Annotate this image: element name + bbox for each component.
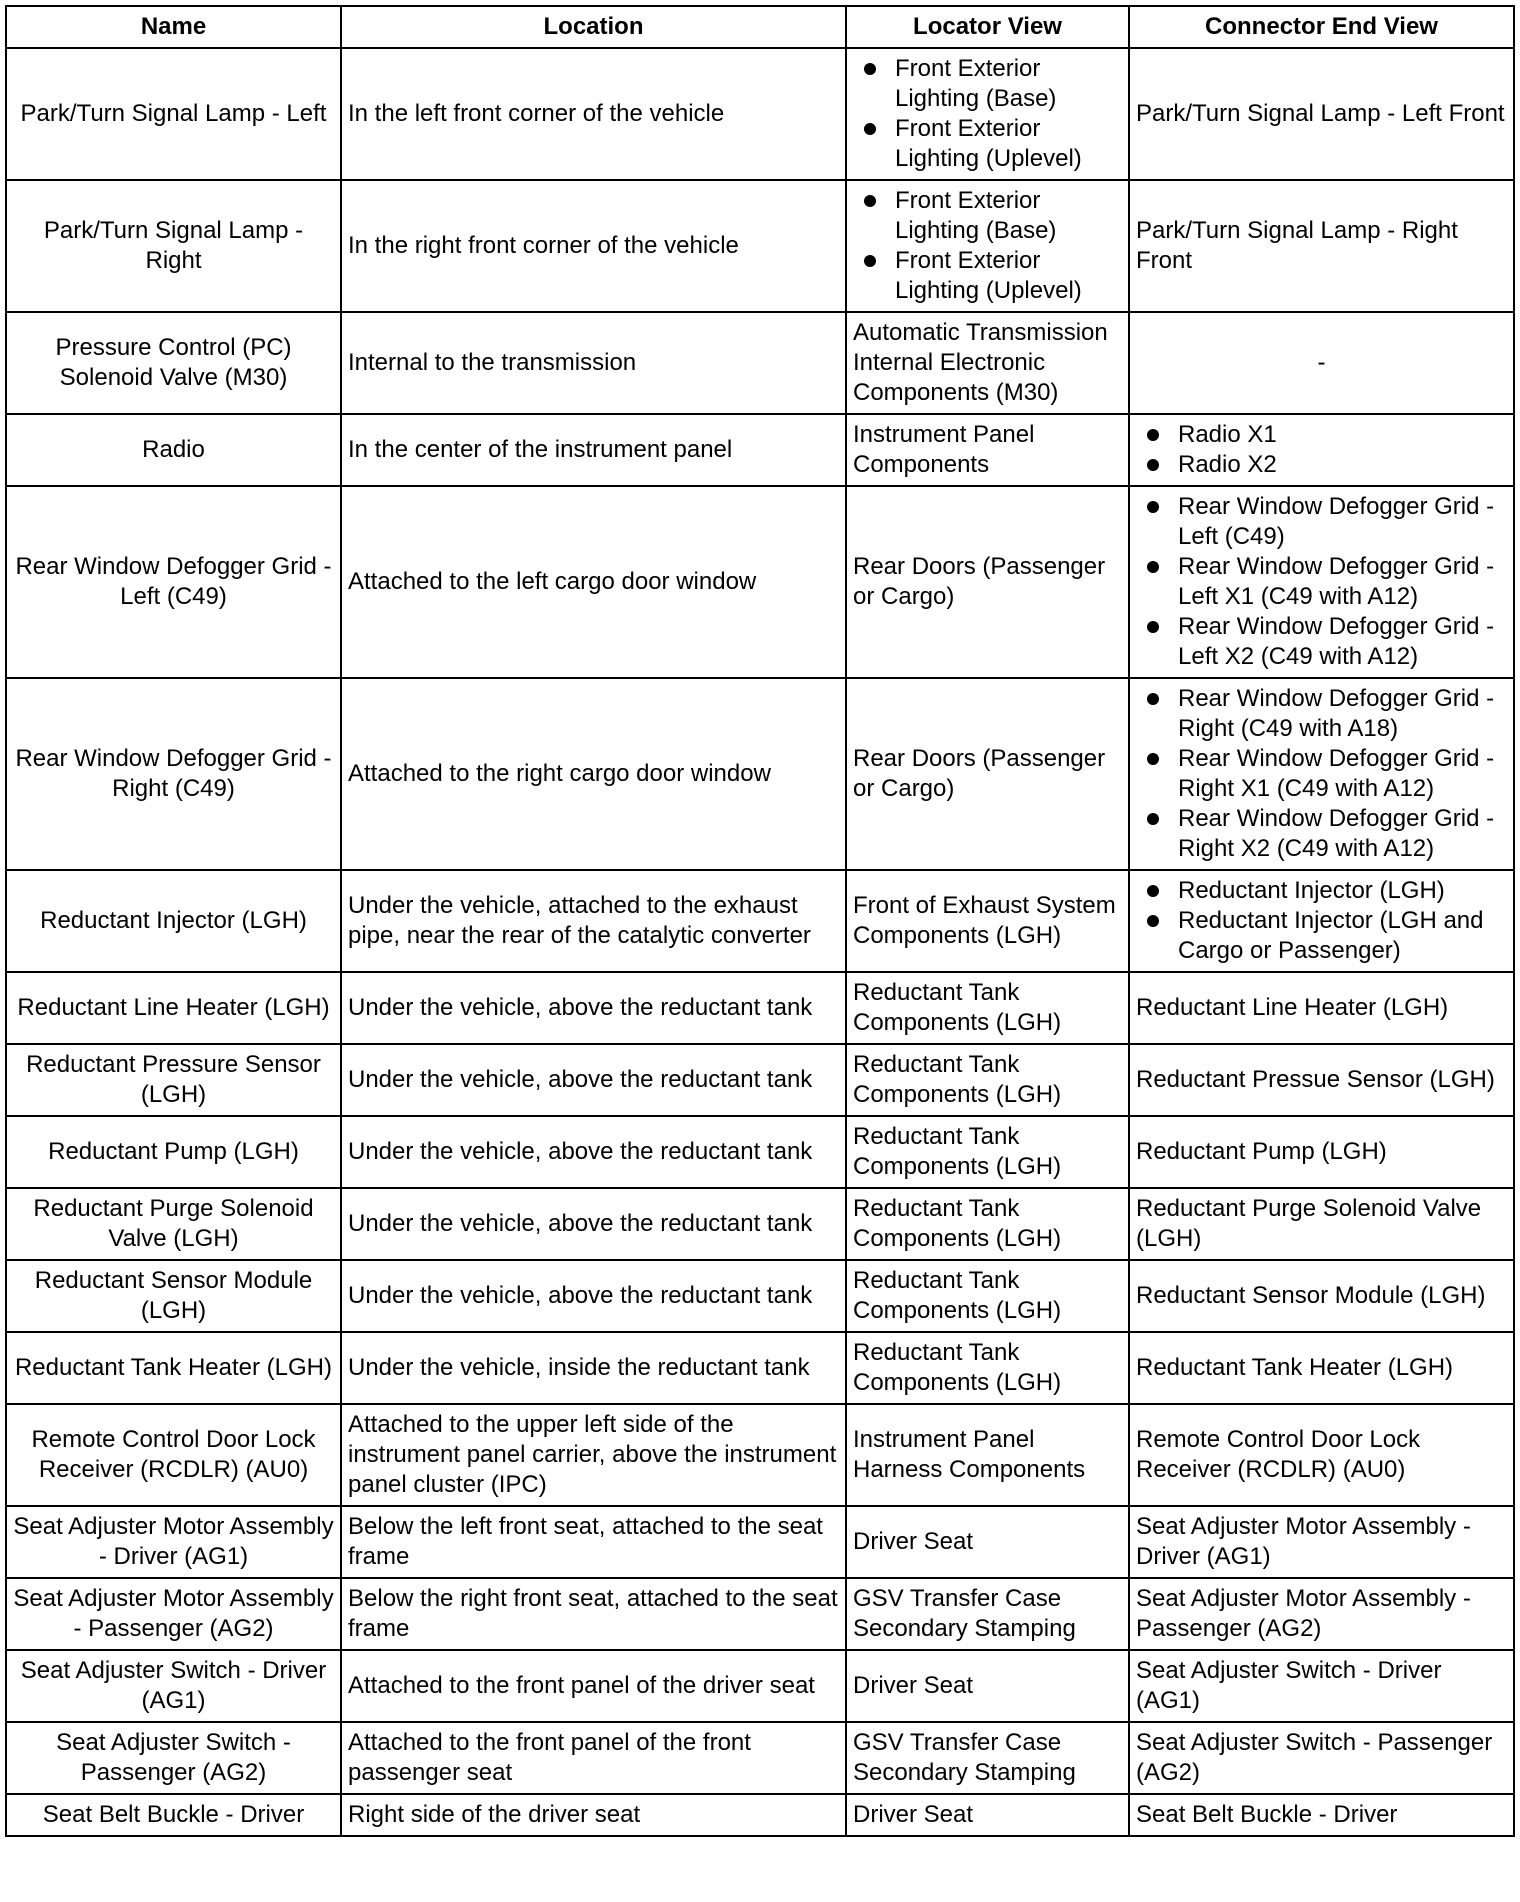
connector-end-view-cell xyxy=(1129,486,1514,678)
locator-view-cell: Reductant Tank Components (LGH) xyxy=(846,1116,1129,1188)
locator-view-cell: Driver Seat xyxy=(846,1794,1129,1836)
name-cell: Rear Window Defogger Grid - Right (C49) xyxy=(6,678,341,870)
locator-view-cell: Instrument Panel Components xyxy=(846,414,1129,486)
location-cell: Attached to the front panel of the driver seat xyxy=(341,1650,846,1722)
locator-view-cell: Rear Doors (Passenger or Cargo) xyxy=(846,486,1129,678)
table-row xyxy=(6,48,1514,180)
table-row xyxy=(6,1332,1514,1404)
name-cell: Seat Adjuster Motor Assembly - Driver (AG1) xyxy=(6,1506,341,1578)
location-cell: Below the left front seat, attached to the seat frame xyxy=(341,1506,846,1578)
location-cell: Attached to the left cargo door window xyxy=(341,486,846,678)
connector-end-view-cell: Remote Control Door Lock Receiver (RCDLR) (AU0) xyxy=(1129,1404,1514,1506)
name-cell: Reductant Pressure Sensor (LGH) xyxy=(6,1044,341,1116)
table-body xyxy=(6,48,1514,1836)
table-row xyxy=(6,1188,1514,1260)
table-row xyxy=(6,1506,1514,1578)
header-connector-end-view: Connector End View xyxy=(1129,6,1514,48)
connector-end-view-cell: Seat Adjuster Motor Assembly - Driver (AG1) xyxy=(1129,1506,1514,1578)
connector-end-view-cell: Seat Belt Buckle - Driver xyxy=(1129,1794,1514,1836)
connector-end-view-cell xyxy=(1129,678,1514,870)
connector-end-view-cell: Seat Adjuster Switch - Passenger (AG2) xyxy=(1129,1722,1514,1794)
name-cell: Reductant Sensor Module (LGH) xyxy=(6,1260,341,1332)
bullet-list xyxy=(1136,420,1507,480)
bullet-item: Front Exterior Lighting (Uplevel) xyxy=(895,114,1122,174)
table-row xyxy=(6,1722,1514,1794)
table-row xyxy=(6,972,1514,1044)
header-name: Name xyxy=(6,6,341,48)
bullet-item: Rear Window Defogger Grid - Left X1 (C49 with A12) xyxy=(1178,552,1507,612)
name-cell: Park/Turn Signal Lamp - Left xyxy=(6,48,341,180)
locator-view-cell: Reductant Tank Components (LGH) xyxy=(846,972,1129,1044)
name-cell: Reductant Injector (LGH) xyxy=(6,870,341,972)
locator-view-cell: Reductant Tank Components (LGH) xyxy=(846,1044,1129,1116)
table-row xyxy=(6,1044,1514,1116)
connector-end-view-cell: Reductant Purge Solenoid Valve (LGH) xyxy=(1129,1188,1514,1260)
location-cell: Attached to the front panel of the front passenger seat xyxy=(341,1722,846,1794)
name-cell: Seat Belt Buckle - Driver xyxy=(6,1794,341,1836)
bullet-item: Front Exterior Lighting (Uplevel) xyxy=(895,246,1122,306)
connector-end-view-cell: Seat Adjuster Switch - Driver (AG1) xyxy=(1129,1650,1514,1722)
bullet-item: Front Exterior Lighting (Base) xyxy=(895,186,1122,246)
table-row xyxy=(6,1578,1514,1650)
locator-view-cell: Driver Seat xyxy=(846,1650,1129,1722)
bullet-list xyxy=(853,186,1122,306)
location-cell: Under the vehicle, inside the reductant tank xyxy=(341,1332,846,1404)
name-cell: Reductant Pump (LGH) xyxy=(6,1116,341,1188)
name-cell: Seat Adjuster Motor Assembly - Passenger (AG2) xyxy=(6,1578,341,1650)
name-cell: Reductant Purge Solenoid Valve (LGH) xyxy=(6,1188,341,1260)
table-row xyxy=(6,1650,1514,1722)
locator-view-cell: Reductant Tank Components (LGH) xyxy=(846,1332,1129,1404)
bullet-item: Rear Window Defogger Grid - Right X1 (C49 with A12) xyxy=(1178,744,1507,804)
locator-view-cell xyxy=(846,180,1129,312)
bullet-list xyxy=(1136,876,1507,966)
location-cell: Under the vehicle, above the reductant tank xyxy=(341,972,846,1044)
location-cell: Right side of the driver seat xyxy=(341,1794,846,1836)
location-cell: Under the vehicle, above the reductant tank xyxy=(341,1188,846,1260)
connector-end-view-cell: Reductant Tank Heater (LGH) xyxy=(1129,1332,1514,1404)
connector-end-view-cell: Reductant Pressue Sensor (LGH) xyxy=(1129,1044,1514,1116)
connector-end-view-cell xyxy=(1129,414,1514,486)
location-cell: Below the right front seat, attached to the seat frame xyxy=(341,1578,846,1650)
name-cell: Rear Window Defogger Grid - Left (C49) xyxy=(6,486,341,678)
bullet-item: Reductant Injector (LGH and Cargo or Passenger) xyxy=(1178,906,1507,966)
location-cell: In the right front corner of the vehicle xyxy=(341,180,846,312)
table-row xyxy=(6,1404,1514,1506)
bullet-list xyxy=(853,54,1122,174)
bullet-item: Rear Window Defogger Grid - Left X2 (C49 with A12) xyxy=(1178,612,1507,672)
bullet-item: Rear Window Defogger Grid - Right (C49 with A18) xyxy=(1178,684,1507,744)
locator-view-cell: Reductant Tank Components (LGH) xyxy=(846,1188,1129,1260)
locator-view-cell: Driver Seat xyxy=(846,1506,1129,1578)
bullet-item: Radio X2 xyxy=(1178,450,1507,480)
name-cell: Reductant Line Heater (LGH) xyxy=(6,972,341,1044)
location-cell: In the left front corner of the vehicle xyxy=(341,48,846,180)
bullet-item: Radio X1 xyxy=(1178,420,1507,450)
header-locator-view: Locator View xyxy=(846,6,1129,48)
name-cell: Park/Turn Signal Lamp - Right xyxy=(6,180,341,312)
table-row xyxy=(6,180,1514,312)
name-cell: Seat Adjuster Switch - Driver (AG1) xyxy=(6,1650,341,1722)
name-cell: Reductant Tank Heater (LGH) xyxy=(6,1332,341,1404)
bullet-item: Front Exterior Lighting (Base) xyxy=(895,54,1122,114)
connector-end-view-cell: Seat Adjuster Motor Assembly - Passenger (AG2) xyxy=(1129,1578,1514,1650)
connector-end-view-cell: Park/Turn Signal Lamp - Left Front xyxy=(1129,48,1514,180)
location-cell: Internal to the transmission xyxy=(341,312,846,414)
connector-end-view-cell: - xyxy=(1129,312,1514,414)
locator-view-cell: Rear Doors (Passenger or Cargo) xyxy=(846,678,1129,870)
connector-end-view-cell: Park/Turn Signal Lamp - Right Front xyxy=(1129,180,1514,312)
connector-end-view-cell: Reductant Pump (LGH) xyxy=(1129,1116,1514,1188)
table-row xyxy=(6,1116,1514,1188)
table-row xyxy=(6,678,1514,870)
table-row xyxy=(6,312,1514,414)
locator-view-cell: Reductant Tank Components (LGH) xyxy=(846,1260,1129,1332)
location-cell: Under the vehicle, above the reductant tank xyxy=(341,1260,846,1332)
name-cell: Pressure Control (PC) Solenoid Valve (M30) xyxy=(6,312,341,414)
header-location: Location xyxy=(341,6,846,48)
name-cell: Remote Control Door Lock Receiver (RCDLR) (AU0) xyxy=(6,1404,341,1506)
locator-view-cell xyxy=(846,48,1129,180)
bullet-item: Reductant Injector (LGH) xyxy=(1178,876,1507,906)
bullet-list xyxy=(1136,684,1507,864)
name-cell: Seat Adjuster Switch - Passenger (AG2) xyxy=(6,1722,341,1794)
table-row xyxy=(6,870,1514,972)
locator-view-cell: GSV Transfer Case Secondary Stamping xyxy=(846,1722,1129,1794)
location-cell: Attached to the upper left side of the instrument panel carrier, above the instrument panel cluster (IPC) xyxy=(341,1404,846,1506)
location-cell: Under the vehicle, above the reductant tank xyxy=(341,1116,846,1188)
header-row xyxy=(6,6,1514,48)
name-cell: Radio xyxy=(6,414,341,486)
location-cell: Under the vehicle, above the reductant tank xyxy=(341,1044,846,1116)
connector-end-view-cell: Reductant Sensor Module (LGH) xyxy=(1129,1260,1514,1332)
table-row xyxy=(6,414,1514,486)
connector-end-view-cell xyxy=(1129,870,1514,972)
bullet-list xyxy=(1136,492,1507,672)
component-locator-table-wrapper xyxy=(5,5,1513,1837)
locator-view-cell: Automatic Transmission Internal Electronic Components (M30) xyxy=(846,312,1129,414)
location-cell: Attached to the right cargo door window xyxy=(341,678,846,870)
locator-view-cell: GSV Transfer Case Secondary Stamping xyxy=(846,1578,1129,1650)
connector-end-view-cell: Reductant Line Heater (LGH) xyxy=(1129,972,1514,1044)
table-row xyxy=(6,486,1514,678)
locator-view-cell: Front of Exhaust System Components (LGH) xyxy=(846,870,1129,972)
location-cell: Under the vehicle, attached to the exhaust pipe, near the rear of the catalytic converter xyxy=(341,870,846,972)
table-row xyxy=(6,1794,1514,1836)
locator-view-cell: Instrument Panel Harness Components xyxy=(846,1404,1129,1506)
location-cell: In the center of the instrument panel xyxy=(341,414,846,486)
table-row xyxy=(6,1260,1514,1332)
bullet-item: Rear Window Defogger Grid - Left (C49) xyxy=(1178,492,1507,552)
component-locator-table xyxy=(5,5,1515,1837)
bullet-item: Rear Window Defogger Grid - Right X2 (C49 with A12) xyxy=(1178,804,1507,864)
